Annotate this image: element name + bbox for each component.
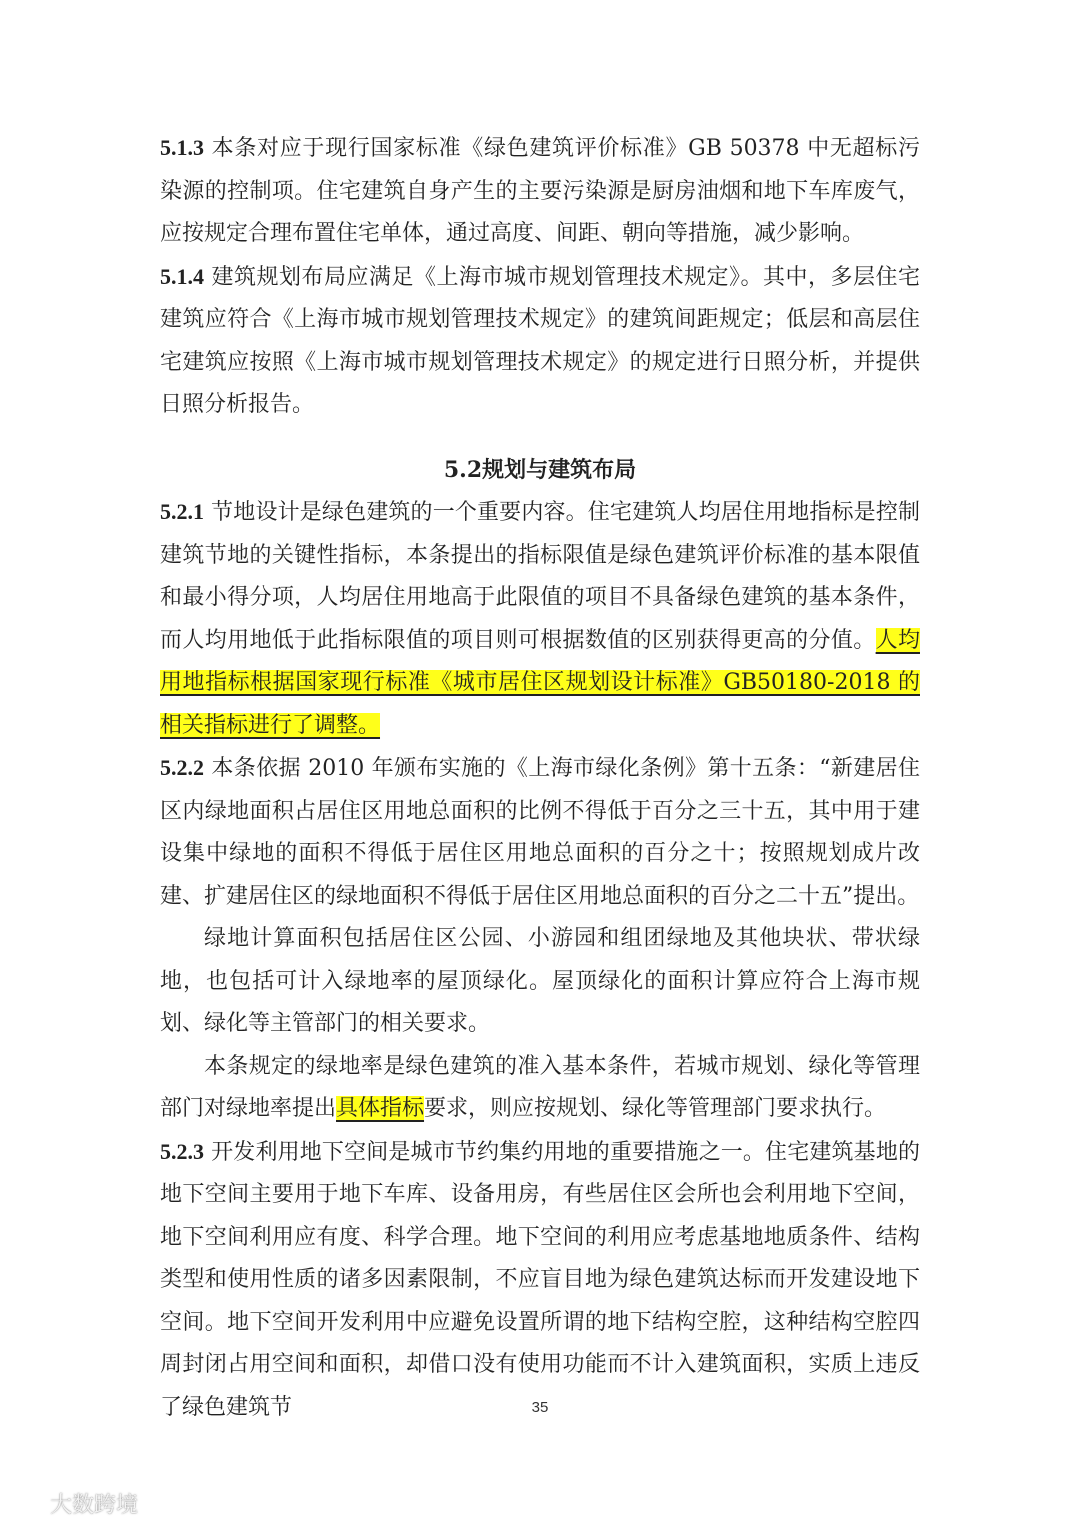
- watermark-text: 大数跨境: [50, 1493, 139, 1518]
- document-body: [160, 127, 920, 1429]
- clause-5-2-2-para-3: [160, 1046, 920, 1131]
- weibo-logo-icon: [12, 1491, 46, 1517]
- clause-5-2-2: [160, 747, 920, 918]
- clause-number: 5.2.2: [160, 755, 204, 780]
- clause-5-2-2-para-2: [160, 918, 920, 1046]
- clause-text: 本条对应于现行国家标准《绿色建筑评价标准》GB 50378 中无超标污染源的控制项。住宅建筑自身产生的主要污染源是厨房油烟和地下车库废气，应按规定合理布置住宅单体，通过高度、间距、朝向等措施，减少影响。: [160, 136, 920, 246]
- clause-number: 5.2.1: [160, 499, 204, 524]
- paragraph-text-before: 本条规定的绿地率是绿色建筑的准入基本条件，若城市规划、绿化等管理部门对绿地率提出: [160, 1053, 920, 1121]
- clause-text: 开发利用地下空间是城市节约集约用地的重要措施之一。住宅建筑基地的地下空间主要用于地下车库、设备用房，有些居住区会所也会利用地下空间，地下空间利用应有度、科学合理。地下空间的利用应考虑基地地质条件、结构类型和使用性质的诸多因素限制，不应盲目地为绿色建筑达标而开发建设地下空间。地下空间开发利用中应避免设置所谓的地下结构空腔，这种结构空腔四周封闭占用空间和面积，却借口没有使用功能而不计入建筑面积，实质上违反了绿色建筑节: [160, 1139, 920, 1420]
- highlighted-text: 具体指标: [336, 1096, 425, 1121]
- paragraph-text-after: 要求，则应按规划、绿化等管理部门要求执行。: [424, 1096, 887, 1121]
- clause-text: 建筑规划布局应满足《上海市城市规划管理技术规定》。其中，多层住宅建筑应符合《上海市城市规划管理技术规定》的建筑间距规定；低层和高层住宅建筑应按照《上海市城市规划管理技术规定》的规定进行日照分析，并提供日照分析报告。: [160, 264, 920, 417]
- clause-5-1-3: [160, 127, 920, 256]
- clause-number: 5.1.4: [160, 263, 204, 289]
- paragraph-text: 绿地计算面积包括居住区公园、小游园和组团绿地及其他块状、带状绿地，也包括可计入绿地率的屋顶绿化。屋顶绿化的面积计算应符合上海市规划、绿化等主管部门的相关要求。: [160, 926, 920, 1036]
- section-title: 5.2规划与建筑布局: [443, 456, 637, 483]
- watermark: [12, 1488, 138, 1519]
- highlighted-text: 人均用地指标根据国家现行标准《城市居住区规划设计标准》GB50180-2018 的相关指标进行了调整。: [160, 627, 920, 738]
- page-number: 35: [531, 1399, 549, 1416]
- clause-number: 5.2.3: [160, 1138, 204, 1164]
- clause-text: 节地设计是绿色建筑的一个重要内容。住宅建筑人均居住用地指标是控制建筑节地的关键性指标，本条提出的指标限值是绿色建筑评价标准的基本限值和最小得分项，人均居住用地高于此限值的项目不具备绿色建筑的基本条件，而人均用地低于此指标限值的项目则可根据数值的区别获得更高的分值。: [160, 500, 920, 653]
- clause-5-2-3: [160, 1131, 920, 1430]
- clause-number: 5.1.3: [160, 135, 204, 160]
- clause-5-1-4: [160, 256, 920, 427]
- clause-text: 本条依据 2010 年颁布实施的《上海市绿化条例》第十五条：“新建居住区内绿地面积占居住区用地总面积的比例不得低于百分之三十五，其中用于建设集中绿地的面积不得低于居住区用地总面积的百分之十；按照规划成片改建、扩建居住区的绿地面积不得低于居住区用地总面积的百分之二十五”提出。: [160, 756, 920, 909]
- clause-5-2-1: [160, 491, 920, 747]
